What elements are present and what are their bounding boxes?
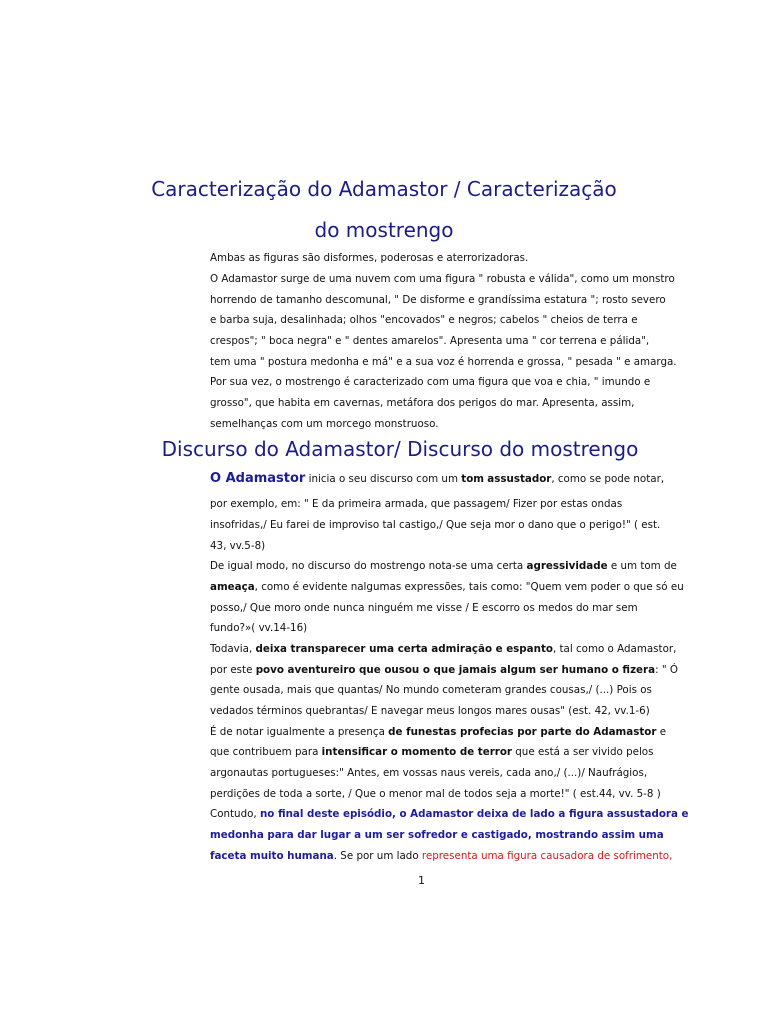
intro-line: e barba suja, desalinhada; olhos "encovados" e negros; cabelos " cheios de terra e	[210, 314, 638, 326]
page-number: 1	[418, 874, 425, 887]
paragraph-2-line: fundo?»( vv.14-16)	[210, 622, 308, 634]
lead-adamastor: O Adamastor	[210, 471, 306, 486]
intro-line: O Adamastor surge de uma nuvem com uma figura " robusta e válida", como um monstro	[210, 273, 675, 285]
paragraph-3-line: vedados términos quebrantas/ E navegar meus longos mares ousas" (est. 42, vv.1-6)	[210, 705, 650, 717]
paragraph-2-line: posso,/ Que moro onde nunca ninguém me visse / E escorro os medos do mar sem	[210, 602, 638, 614]
paragraph-5-line: medonha para dar lugar a um ser sofredor e castigado, mostrando assim uma	[210, 829, 664, 841]
paragraph-1-line: insofridas,/ Eu farei de improviso tal castigo,/ Que seja mor o dano que o perigo!" ( est.	[210, 519, 661, 531]
paragraph-1-line: por exemplo, em: " E da primeira armada, que passagem/ Fizer por estas ondas	[210, 498, 623, 510]
paragraph-3-line: Todavia, deixa transparecer uma certa admiração e espanto, tal como o Adamastor,	[210, 643, 677, 655]
intro-line: semelhanças com um morcego monstruoso.	[210, 418, 439, 430]
paragraph-3-line: por este povo aventureiro que ousou o que jamais algum ser humano o fizera: " Ó	[210, 664, 678, 676]
intro-line: horrendo de tamanho descomunal, " De disforme e grandíssima estatura "; rosto severo	[210, 294, 666, 306]
intro-line: grosso", que habita em cavernas, metáfora dos perigos do mar. Apresenta, assim,	[210, 397, 635, 409]
paragraph-2-line: ameaça, como é evidente nalgumas expressões, tais como: "Quem vem poder o que só eu	[210, 581, 684, 593]
intro-line: tem uma " postura medonha e má" e a sua voz é horrenda e grossa, " pesada " e amarga.	[210, 356, 677, 368]
paragraph-4-line: É de notar igualmente a presença de funestas profecias por parte do Adamastor e	[210, 726, 667, 738]
paragraph-2-line: De igual modo, no discurso do mostrengo nota-se uma certa agressividade e um tom de	[210, 560, 677, 572]
paragraph-5-line: Contudo, no final deste episódio, o Adamastor deixa de lado a figura assustadora e	[210, 808, 689, 820]
intro-line: Ambas as figuras são disformes, poderosas e aterrorizadoras.	[210, 252, 529, 264]
intro-line: Por sua vez, o mostrengo é caracterizado com uma figura que voa e chia, " imundo e	[210, 376, 651, 388]
title-line-2: do mostrengo	[314, 218, 454, 242]
paragraph-1-line: O Adamastor inicia o seu discurso com um tom assustador, como se pode notar,	[210, 471, 665, 486]
paragraph-4-line: perdições de toda a sorte, / Que o menor mal de todos seja a morte!" ( est.44, vv. 5-8 )	[210, 788, 661, 800]
section-heading: Discurso do Adamastor/ Discurso do mostrengo	[161, 437, 639, 461]
paragraph-5-line: faceta muito humana. Se por um lado representa uma figura causadora de sofrimento,	[210, 850, 673, 862]
paragraph-4-line: argonautas portugueses:" Antes, em vossas naus vereis, cada ano,/ (...)/ Naufrágios,	[210, 767, 648, 779]
paragraph-1-line: 43, vv.5-8)	[210, 540, 266, 552]
intro-line: crespos"; " boca negra" e " dentes amarelos". Apresenta uma " cor terrena e pálida",	[210, 335, 650, 347]
paragraph-3-line: gente ousada, mais que quantas/ No mundo cometeram grandes cousas,/ (...) Pois os	[210, 684, 652, 696]
title-line-1: Caracterização do Adamastor / Caracterização	[151, 177, 617, 201]
paragraph-4-line: que contribuem para intensificar o momento de terror que está a ser vivido pelos	[210, 746, 654, 758]
